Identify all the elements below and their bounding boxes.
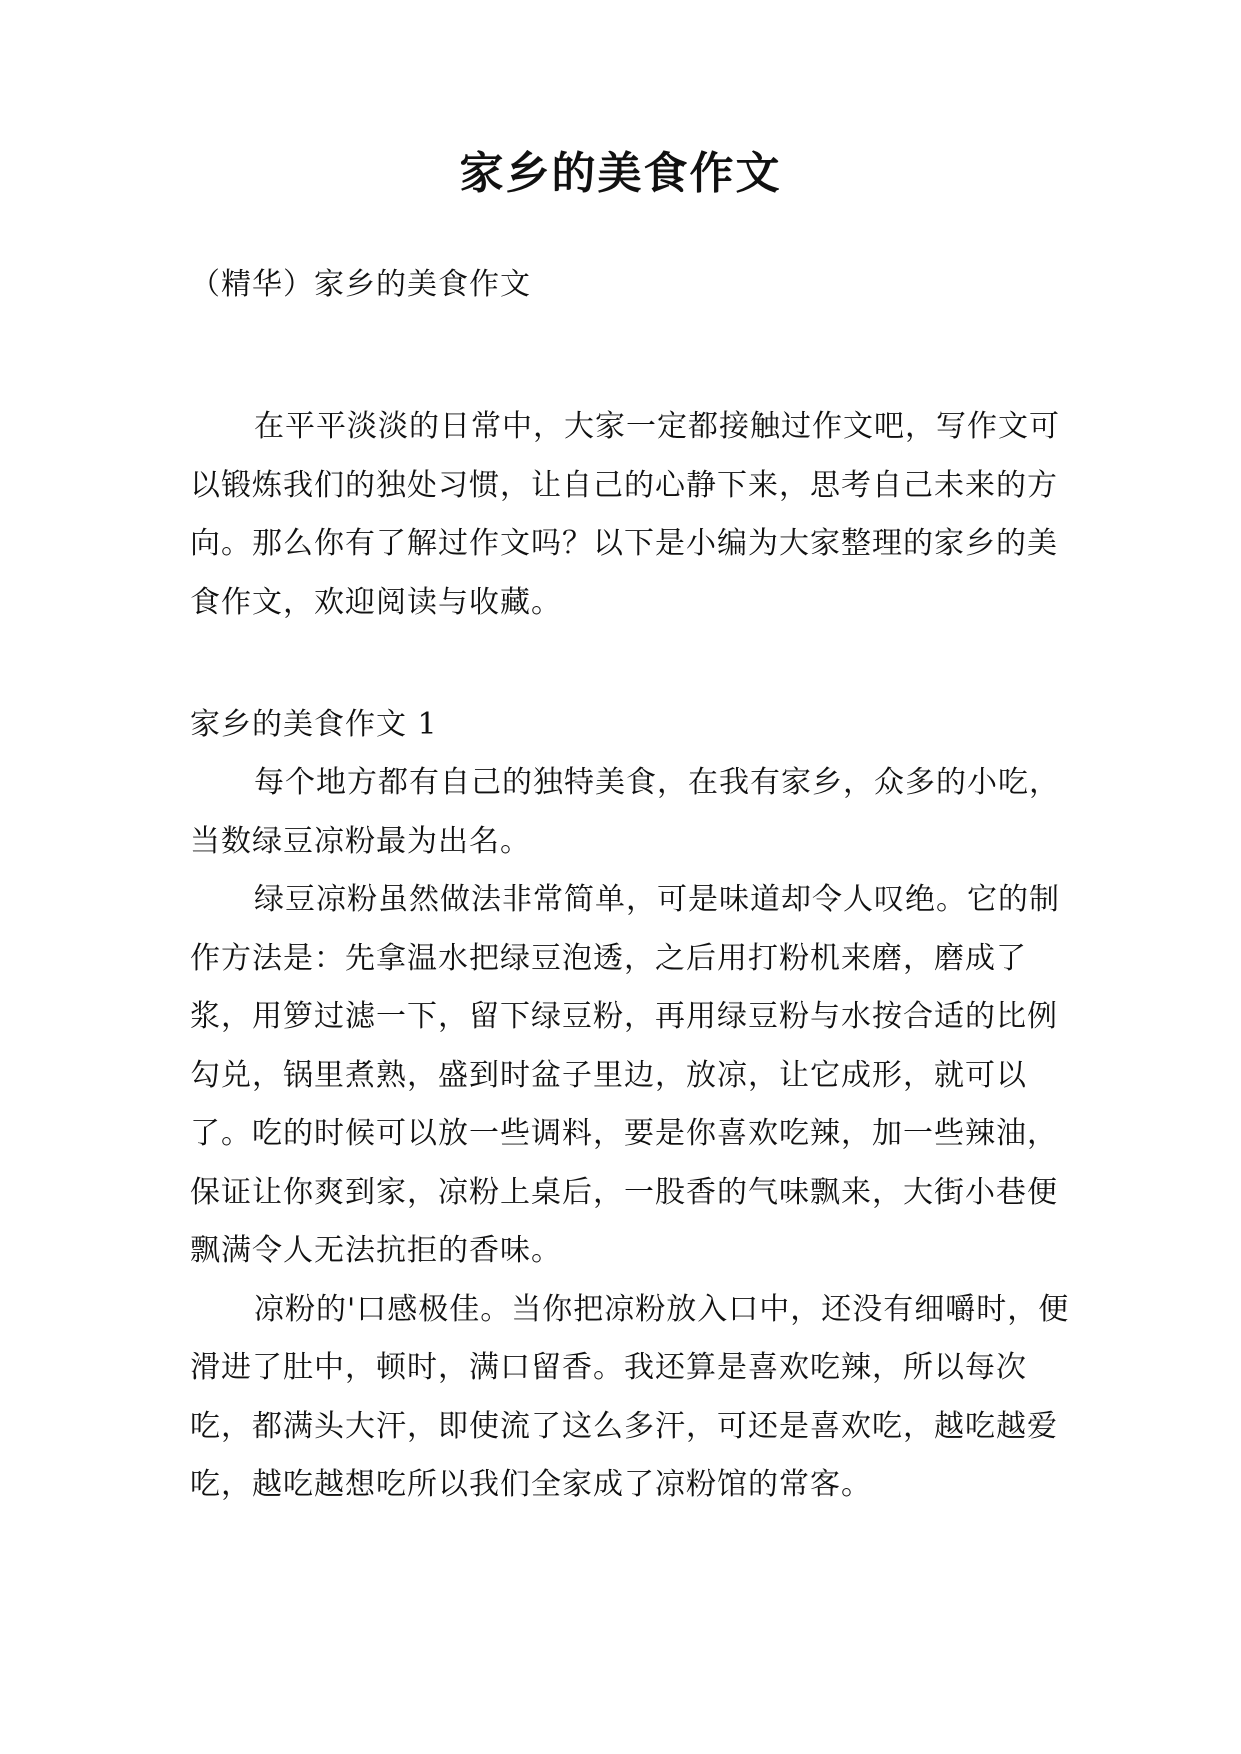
intro-paragraph: 在平平淡淡的日常中，大家一定都接触过作文吧，写作文可以锻炼我们的独处习惯，让自己的心静下来，思考自己未来的方向。那么你有了解过作文吗？以下是小编为大家整理的家乡的美食作文，欢迎阅读与收藏。: [190, 409, 1060, 620]
section-paragraph-3: 凉粉的'口感极佳。当你把凉粉放入口中，还没有细嚼时，便滑进了肚中，顿时，满口留香。我还算是喜欢吃辣，所以每次吃，都满头大汗，即使流了这么多汗，可还是喜欢吃，越吃越爱吃，越吃越想吃所以我们全家成了凉粉馆的常客。: [190, 1291, 1070, 1502]
document-subtitle: （精华）家乡的美食作文: [190, 267, 531, 302]
section-body: [190, 754, 1070, 1515]
document-title: 家乡的美食作文: [459, 148, 782, 199]
section-paragraph-2: 绿豆凉粉虽然做法非常简单，可是味道却令人叹绝。它的制作方法是：先拿温水把绿豆泡透，之后用打粉机来磨，磨成了浆，用箩过滤一下，留下绿豆粉，再用绿豆粉与水按合适的比例勾兑，锅里煮熟，盛到时盆子里边，放凉，让它成形，就可以了。吃的时候可以放一些调料，要是你喜欢吃辣，加一些辣油，保证让你爽到家，凉粉上桌后，一股香的气味飘来，大街小巷便飘满令人无法抗拒的香味。: [190, 882, 1060, 1268]
section-paragraph-1: 每个地方都有自己的独特美食，在我有家乡，众多的小吃，当数绿豆凉粉最为出名。: [190, 765, 1060, 859]
section-heading: 家乡的美食作文 1: [190, 707, 438, 742]
